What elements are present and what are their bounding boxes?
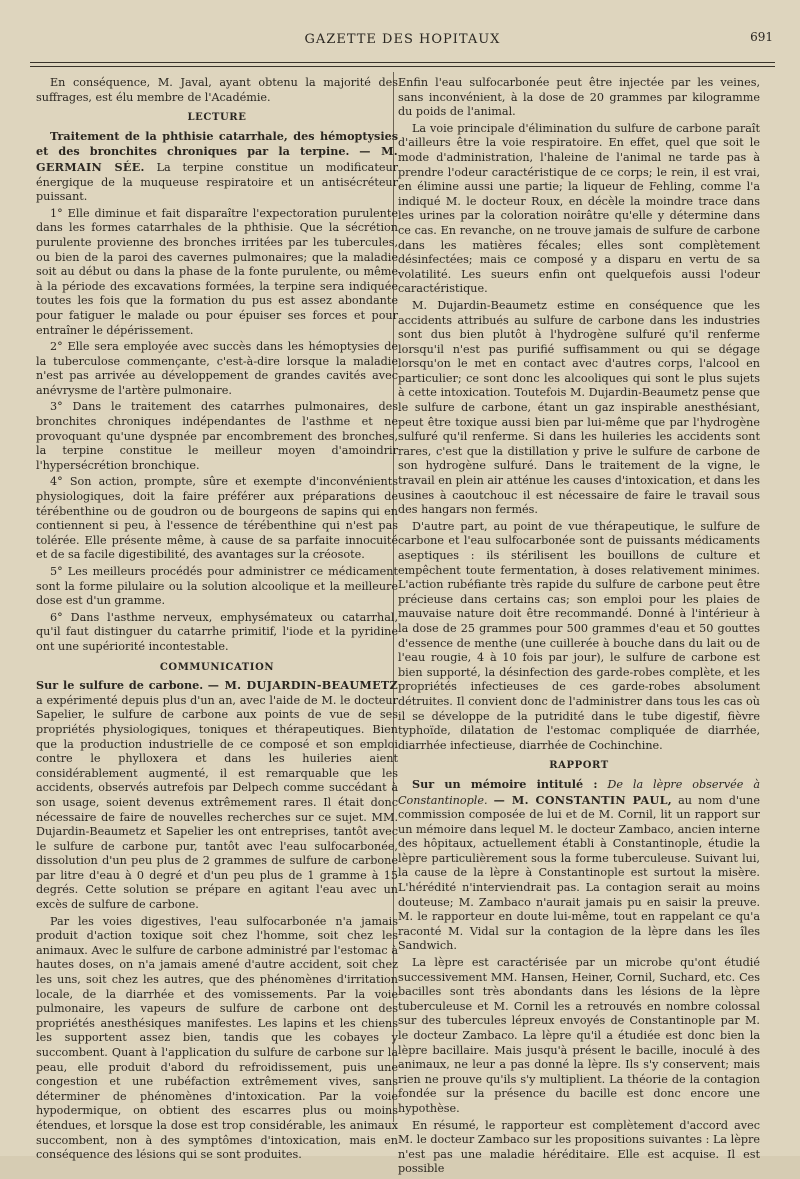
lecture-text: La terpine constitue un modificateur énergique de la muqueuse respiratoire et un antisécréteur puissant. [36,160,398,204]
page-header [30,30,775,66]
communication-paragraph: Par les voies digestives, l'eau sulfocarbonée n'a jamais produit d'action toxique soit chez l'homme, soit chez les animaux. Avec le sulfure de carbone administré par l'estomac à hautes doses, on n'a jamais amené d'autre accident, soit chez les uns, soit chez les autres, que des phénomènes d'irritation locale, de la diarrhée et des vomissements. Par la voie pulmonaire, les vapeurs de sulfure de carbone ont des propriétés anesthésiques manifestes. Les lapins et les chiens les supportent assez bien, tandis que les cobayes y succombent. Quant à l'application du sulfure de carbone sur la peau, elle produit d'abord du refroidissement, puis une congestion et une rubéfaction extrêmement vives, sans déterminer de phénomènes d'intoxication. Par la voie hypodermique, on obtient des escarres plus ou moins étendues, et lorsque la dose est trop considérable, les animaux succombent, non à des symptômes d'intoxication, mais en conséquence des lésions qui se sont produites. [36,914,398,1162]
communication-text: a expérimenté depuis plus d'un an, avec l'aide de M. le docteur Sapelier, le sulfure de carbone aux points de vue de ses propriétés physiologiques, toniques et thérapeutiques. Bien que la production industrielle de ce composé et son emploi contre le phylloxera et dans les huileries aient considérablement augmenté, il est remarquable que les accidents, observés autrefois par Delpech comme succédant à son usage, soient devenus extrêmement rares. Il était donc nécessaire de faire de nouvelles recherches sur ce sujet. MM. Dujardin-Beaumetz et Sapelier les ont entreprises, tantôt avec le sulfure de carbone pur, tantôt avec l'eau sulfocarbonée, dissolution d'un peu plus de 2 grammes de sulfure de carbone par litre d'eau à 0 degré et d'un peu plus de 1 gramme à 15 degrés. Cette solution se prépare en agitant l'eau avec un excès de sulfure de carbone. [36,693,398,912]
communication-title: Sur le sulfure de carbone. [36,678,204,693]
communication-intro [36,678,398,913]
rapport-memoir-title: De la lèpre observée à Constantinople. [398,777,760,807]
lecture-point: 5° Les meilleurs procédés pour administrer ce médicament sont la forme pilulaire ou la solution alcoolique et la meilleure dose est d'un gramme. [36,565,398,608]
section-heading-rapport: RAPPORT [549,760,609,772]
rapport-paragraph: La lèpre est caractérisée par un microbe qu'ont étudié successivement MM. Hansen, Heiner, Cornil, Suchard, etc. Ces bacilles sont très abondants dans les lésions de la lèpre tuberculeuse et M. Cornil les a retrouvés en nombre colossal sur des tubercules lépreux envoyés de Constantinople par M. le docteur Zambaco. La lèpre qu'il a étudiée est donc bien la lèpre bacillaire. Mais jusqu'à présent le bacille, inoculé à des animaux, ne leur a pas donné la lèpre. Ils s'y conservent; mais rien ne prouve qu'ils s'y multiplient. La théorie de la contagion fondée sur la présence du bacille est donc encore une hypothèse. [398,956,760,1115]
lecture-point: 2° Elle sera employée avec succès dans les hémoptysies de la tuberculose commençante, c'est-à-dire lorsque la maladie n'est pas arrivée au développement de grandes cavités avec anévrysme de l'artère pulmonaire. [36,340,398,397]
right-column [398,76,760,1179]
lecture-author: — M. GERMAIN SÉE. [36,144,398,174]
rapport-intro [398,777,760,954]
header-rule-thick [30,62,775,63]
running-title: GAZETTE DES HOPITAUX [304,32,501,47]
rapport-paragraph: En résumé, le rapporteur est complètement d'accord avec M. le docteur Zambaco sur les propositions suivantes : La lèpre n'est pas une maladie héréditaire. Elle est acquise. Il est possible [398,1118,760,1176]
lecture-point: 1° Elle diminue et fait disparaître l'expectoration purulente dans les formes catarrhales de la phthisie. Que la sécrétion purulente provienne des bronches irritées par les tubercules, ou bien de la paroi des cavernes pulmonaires; que la maladie soit au début ou dans la phase de la fonte purulente, ou même à la période des excavations formées, la terpine sera indiquée toutes les fois que la formation du pus est assez abondante pour fatiguer le malade ou pour épuiser ses forces et pour entraîner le dépérissement. [36,206,398,337]
rapport-author: — M. CONSTANTIN PAUL, [493,792,672,807]
body-paragraph: Enfin l'eau sulfocarbonée peut être injectée par les veines, sans inconvénient, à la dose de 20 grammes par kilogramme du poids de l'animal. [398,76,760,119]
section-heading-communication: COMMUNICATION [159,661,275,673]
body-paragraph: La voie principale d'élimination du sulfure de carbone paraît d'ailleurs être la voie respiratoire. En effet, quel que soit le mode d'administration, l'haleine de l'animal ne tarde pas à prendre l'odeur caractéristique de ce corps; le rein, il est vrai, en élimine aussi une partie; la liqueur de Fehling, comme l'a indiqué M. le docteur Roux, en décèle la moindre trace dans les urines par la coloration noirâtre qu'elle y détermine dans ce cas. En revanche, on ne trouve jamais de sulfure de carbone dans les matières fécales; elles sont complètement désinfectées; mais ce composé y a disparu en vertu de sa volatilité. Les sueurs enfin ont quelquefois aussi l'odeur caractéristique. [398,121,760,296]
lecture-title: Traitement de la phthisie catarrhale, des hémoptysies et des bronchites chroniques par la terpine. [36,128,398,159]
header-rule-thin [30,66,775,67]
page-number: 691 [750,30,773,44]
communication-author: — M. DUJARDIN-BEAUMETZ [207,678,398,693]
body-paragraph: D'autre part, au point de vue thérapeutique, le sulfure de carbone et l'eau sulfocarbonée sont de puissants médicaments aseptiques : ils stérilisent les bouillons de culture et empêchent toute fermentation, à doses relativement minimes. L'action rubéfiante très rapide du sulfure de carbone peut être précieuse dans certains cas; son emploi pour les plaies de mauvaise nature doit être recommandé. Donné à l'intérieur à la dose de 25 grammes pour 500 grammes d'eau et 50 gouttes d'essence de menthe (une cuillerée à bouche dans du lait ou de l'eau rougie, 4 à 10 fois par jour), le sulfure de carbone est bien supporté, la désinfection des garde-robes complète, et les propriétés infectieuses de ces garde-robes absolument détruites. Il convient donc de l'administrer dans tous les cas où il se développe de la putridité dans le tube digestif, fièvre typhoïde, dilatation de l'estomac compliquée de diarrhée, diarrhée infectieuse, diarrhée de Cochinchine. [398,519,760,752]
body-paragraph: M. Dujardin-Beaumetz estime en conséquence que les accidents attribués au sulfure de carbone dans les industries sont dus bien plutôt à l'hydrogène sulfuré qu'il renferme lorsqu'il n'est pas purifié suffisamment ou qui se dégage lorsqu'on le met en contact avec d'autres corps, l'alcool en particulier; ce sont donc les alcooliques qui sont le plus sujets à cette intoxication. Toutefois M. Dujardin-Beaumetz pense que le sulfure de carbone, étant un gaz inspirable anesthésiant, peut être toxique aussi bien par lui-même que par l'hydrogène sulfuré qu'il renferme. Si dans les huileries les accidents sont rares, c'est que la distillation y prive le sulfure de carbone de son hydrogène sulfuré. Dans le traitement de la vigne, le travail en plein air atténue les causes d'intoxication, et dans les usines à caoutchouc il est nécessaire de faire le travail sous des hangars non fermés. [398,298,760,517]
lecture-intro [36,129,398,205]
lecture-point: 6° Dans l'asthme nerveux, emphysémateux ou catarrhal, qu'il faut distinguer du catarrhe primitif, l'iode et la pyridine ont une supériorité incontestable. [36,610,398,653]
rapport-lead: Sur un mémoire intitulé : [412,776,598,791]
section-heading-lecture: LECTURE [187,112,247,124]
left-column [36,76,398,1165]
lecture-point: 3° Dans le traitement des catarrhes pulmonaires, des bronchites chroniques indépendantes de l'asthme et ne provoquant qu'une dyspnée par encombrement des bronches, la terpine constitue le meilleur moyen d'amoindrir l'hypersécrétion bronchique. [36,400,398,472]
election-paragraph: En conséquence, M. Javal, ayant obtenu la majorité des suffrages, est élu membre de l'Académie. [36,76,398,104]
rapport-text: au nom d'une commission composée de lui et de M. Cornil, lit un rapport sur un mémoire dans lequel M. le docteur Zambaco, ancien interne des hôpitaux, actuellement établi à Constantinople, étudie la lèpre particulièrement sous la forme tuberculeuse. Suivant lui, la cause de la lèpre à Constantinople est surtout la misère. L'hérédité n'interviendrait pas. La contagion serait au moins douteuse; M. Zambaco n'aurait jamais pu en saisir la preuve. M. le rapporteur en doute lui-même, tout en rappelant ce qu'a raconté M. Vidal sur la contagion de la lèpre dans les îles Sandwich. [398,793,760,953]
lecture-point: 4° Son action, prompte, sûre et exempte d'inconvénients physiologiques, doit la faire préférer aux préparations de térébenthine ou de goudron ou de bourgeons de sapins qui en contiennent si peu, à l'essence de térébenthine qui n'est pas tolérée. Elle présente même, à cause de sa parfaite innocuité et de sa facile digestibilité, des avantages sur la créosote. [36,475,398,562]
